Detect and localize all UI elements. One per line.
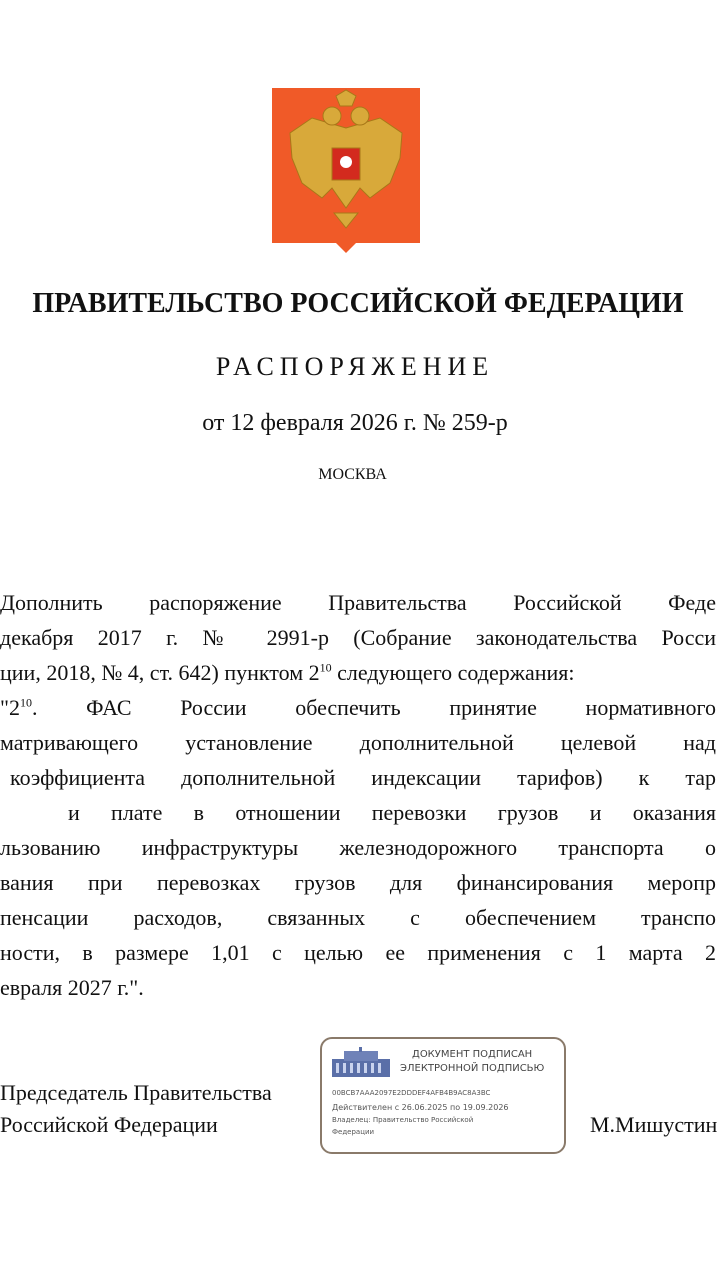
stamp-owner-2: Федерации	[332, 1128, 375, 1136]
stamp-certificate: 00BCB7AAA2097E2DDDEF4AFB4B9AC8A3BC	[332, 1089, 491, 1097]
electronic-signature-stamp	[320, 1037, 566, 1154]
body-line: ции, 2018, № 4, ст. 642) пунктом $2^{10}$ следующего содержания:	[0, 660, 575, 685]
body-line: льзованию инфраструктуры железнодорожного транспорта о	[0, 835, 716, 860]
body-line: матривающего установление дополнительной целевой над	[0, 730, 716, 755]
body-line: пенсации расходов, связанных с обеспечением транспо	[0, 905, 716, 930]
stamp-title-2: ЭЛЕКТРОННОЙ ПОДПИСЬЮ	[400, 1063, 545, 1074]
government-title: ПРАВИТЕЛЬСТВО РОССИЙСКОЙ ФЕДЕРАЦИИ	[32, 288, 684, 319]
document-date-number: от 12 февраля 2026 г. № 259-р	[202, 410, 508, 436]
signer-position-line2: Российской Федерации	[0, 1112, 218, 1137]
body-line: коэффициента дополнительной индексации тарифов) к тар	[10, 765, 716, 790]
body-line: евраля 2027 г.".	[0, 975, 144, 1000]
signer-position-line1: Председатель Правительства	[0, 1080, 272, 1105]
coat-of-arms-emblem	[272, 88, 420, 253]
city: МОСКВА	[318, 466, 387, 483]
signer-name: М.Мишустин	[590, 1112, 718, 1137]
body-line: ности, в размере 1,01 с целью ее применения с 1 марта 2	[0, 940, 716, 965]
body-line: Дополнить распоряжение Правительства Российской Феде	[0, 590, 716, 615]
stamp-owner-1: Владелец: Правительство Российской	[332, 1116, 474, 1124]
body-line: и плате в отношении перевозки грузов и оказания	[68, 800, 716, 825]
body-line: декабря 2017 г. № 2991-р (Собрание законодательства Росси	[0, 625, 716, 650]
body-line: "$2^{10}$. ФАС России обеспечить принятие нормативного	[0, 695, 716, 720]
stamp-validity: Действителен с 26.06.2025 по 19.09.2026	[332, 1103, 509, 1112]
document-type: РАСПОРЯЖЕНИЕ	[215, 352, 495, 381]
stamp-title-1: ДОКУМЕНТ ПОДПИСАН	[412, 1049, 533, 1060]
body-line: вания при перевозках грузов для финансирования меропр	[0, 870, 716, 895]
government-building-icon	[332, 1047, 390, 1082]
